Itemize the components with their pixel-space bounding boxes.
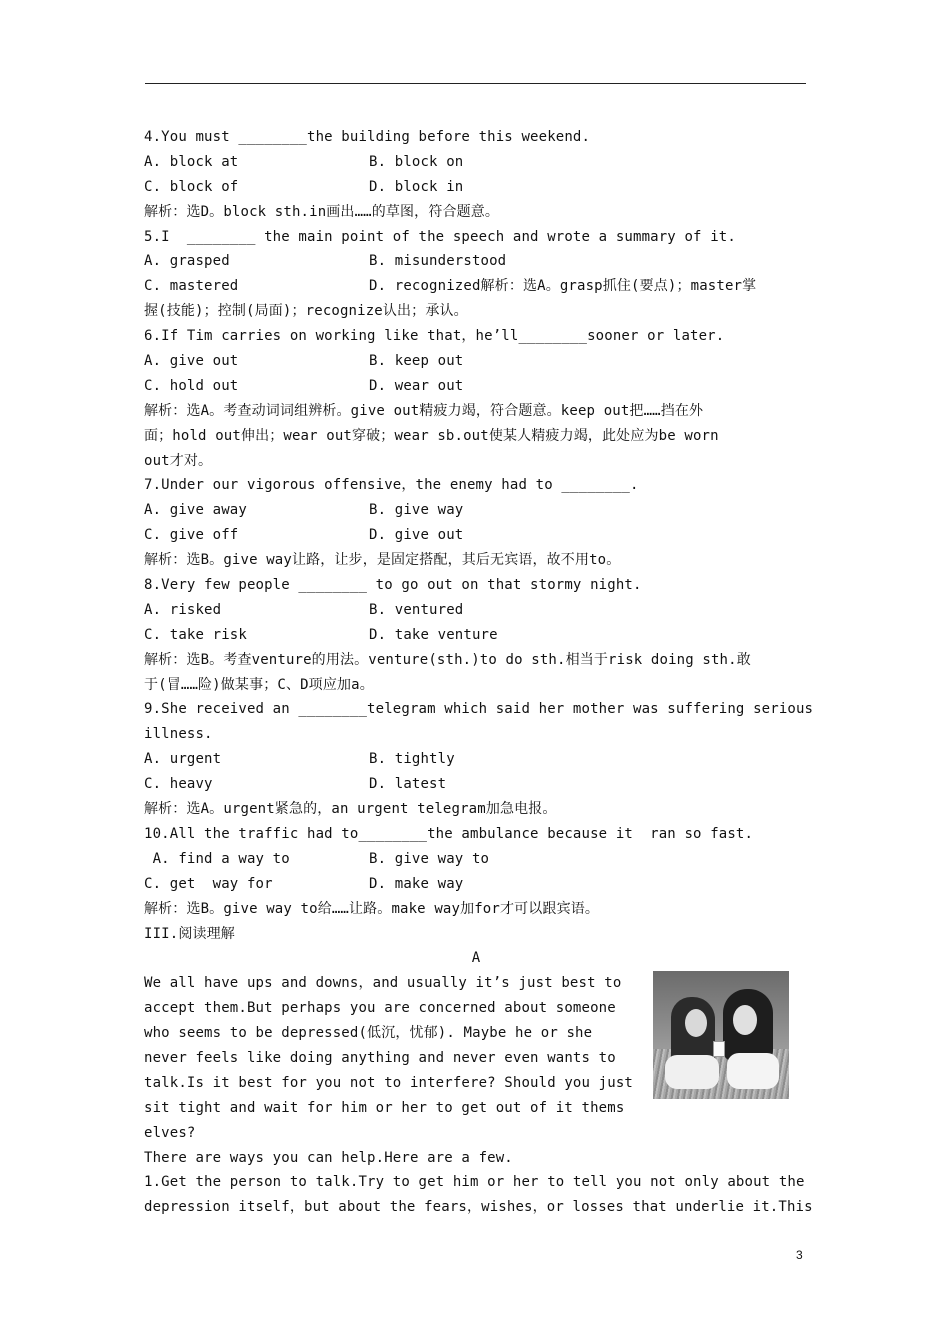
options-row bbox=[144, 274, 808, 299]
option-b: B. give way bbox=[369, 502, 464, 519]
passage-heading: A bbox=[471, 950, 481, 967]
options-row bbox=[144, 150, 808, 175]
passage-photo bbox=[653, 971, 789, 1099]
options-row bbox=[144, 523, 808, 548]
section-title: III.阅读理解 bbox=[144, 925, 235, 942]
passage-line: elves? bbox=[144, 1124, 196, 1141]
document-body bbox=[144, 125, 814, 1220]
option-d: D. block in bbox=[369, 178, 464, 195]
question-stem: illness. bbox=[144, 726, 213, 743]
option-c: C. mastered bbox=[144, 278, 239, 295]
answer-explanation: 解析：选A。考查动词词组辨析。give out精疲力竭，符合题意。keep out把……挡在外 bbox=[144, 402, 704, 419]
option-d: D. recognized解析：选A。grasp抓住(要点)；master掌 bbox=[369, 278, 757, 295]
passage-wrapped-text bbox=[144, 971, 634, 1145]
options-row bbox=[144, 623, 808, 648]
options-row bbox=[144, 772, 808, 797]
options-row bbox=[144, 847, 808, 872]
passage-line: 1.Get the person to talk.Try to get him or her to tell you not only about the bbox=[144, 1174, 805, 1191]
question-stem: 7.Under our vigorous offensive，the enemy had to ________. bbox=[144, 477, 639, 494]
option-c: C. block of bbox=[144, 178, 239, 195]
option-a: A. urgent bbox=[144, 751, 222, 768]
option-b: B. ventured bbox=[369, 601, 464, 618]
option-a: A. give out bbox=[144, 353, 239, 370]
option-b: B. block on bbox=[369, 153, 464, 170]
options-row bbox=[144, 249, 808, 274]
option-b: B. give way to bbox=[369, 850, 490, 867]
option-c: C. take risk bbox=[144, 626, 247, 643]
option-a: A. risked bbox=[144, 601, 222, 618]
option-d: D. latest bbox=[369, 776, 447, 793]
option-b: B. tightly bbox=[369, 751, 455, 768]
passage-line: There are ways you can help.Here are a few. bbox=[144, 1149, 513, 1166]
question-stem: 9.She received an ________telegram which said her mother was suffering serious bbox=[144, 701, 814, 718]
options-row bbox=[144, 175, 808, 200]
option-b: B. misunderstood bbox=[369, 253, 507, 270]
passage-line: never feels like doing anything and never even wants to bbox=[144, 1049, 616, 1066]
passage-line: sit tight and wait for him or her to get out of it thems bbox=[144, 1099, 625, 1116]
passage-line: We all have ups and downs，and usually it’s just best to bbox=[144, 975, 622, 992]
options-row bbox=[144, 598, 808, 623]
reading-passage bbox=[144, 971, 813, 1220]
answer-explanation: 解析：选A。urgent紧急的，an urgent telegram加急电报。 bbox=[144, 801, 557, 818]
option-c: C. heavy bbox=[144, 776, 213, 793]
answer-explanation: 解析：选B。give way让路，让步，是固定搭配，其后无宾语，故不用to。 bbox=[144, 552, 621, 569]
option-c: C. get way for bbox=[144, 875, 273, 892]
options-row bbox=[144, 374, 808, 399]
option-c: C. give off bbox=[144, 527, 239, 544]
passage-line: talk.Is it best for you not to interfere? Should you just bbox=[144, 1074, 633, 1091]
answer-explanation: 解析：选B。考查venture的用法。venture(sth.)to do sth.相当于risk doing sth.敢 bbox=[144, 651, 751, 668]
passage-line: depression itself，but about the fears，wishes，or losses that underlie it.This bbox=[144, 1199, 813, 1216]
options-row bbox=[144, 747, 808, 772]
question-stem: 10.All the traffic had to________the ambulance because it ran so fast. bbox=[144, 825, 754, 842]
passage-line: accept them.But perhaps you are concerned about someone bbox=[144, 1000, 616, 1017]
option-c: C. hold out bbox=[144, 377, 239, 394]
option-d: D. give out bbox=[369, 527, 464, 544]
answer-explanation: 解析：选B。give way to给……让路。make way加for才可以跟宾语。 bbox=[144, 900, 600, 917]
options-row bbox=[144, 872, 808, 897]
answer-explanation: 于(冒……险)做某事；C、D项应加a。 bbox=[144, 676, 374, 693]
option-d: D. wear out bbox=[369, 377, 464, 394]
option-a: A. give away bbox=[144, 502, 247, 519]
question-stem: 8.Very few people ________ to go out on that stormy night. bbox=[144, 577, 642, 594]
option-d: D. take venture bbox=[369, 626, 498, 643]
answer-explanation: 握(技能)；控制(局面)；recognize认出；承认。 bbox=[144, 303, 468, 320]
answer-explanation: 面；hold out伸出；wear out穿破；wear sb.out使某人精疲力竭，此处应为be worn bbox=[144, 427, 719, 444]
question-stem: 6.If Tim carries on working like that，he’ll________sooner or later. bbox=[144, 328, 725, 345]
options-row bbox=[144, 349, 808, 374]
page-number: 3 bbox=[796, 1248, 803, 1262]
answer-explanation: 解析：选D。block sth.in画出……的草图，符合题意。 bbox=[144, 203, 500, 220]
question-stem: 4.You must ________the building before this weekend. bbox=[144, 129, 591, 145]
option-b: B. keep out bbox=[369, 353, 464, 370]
header-rule bbox=[145, 83, 806, 84]
options-row bbox=[144, 498, 808, 523]
option-d: D. make way bbox=[369, 875, 464, 892]
option-a: A. block at bbox=[144, 153, 239, 170]
option-a: A. find a way to bbox=[144, 850, 290, 867]
passage-line: who seems to be depressed(低沉，忧郁). Maybe he or she bbox=[144, 1025, 593, 1042]
answer-explanation: out才对。 bbox=[144, 452, 213, 469]
option-a: A. grasped bbox=[144, 253, 230, 270]
question-stem: 5.I ________ the main point of the speech and wrote a summary of it. bbox=[144, 228, 736, 245]
